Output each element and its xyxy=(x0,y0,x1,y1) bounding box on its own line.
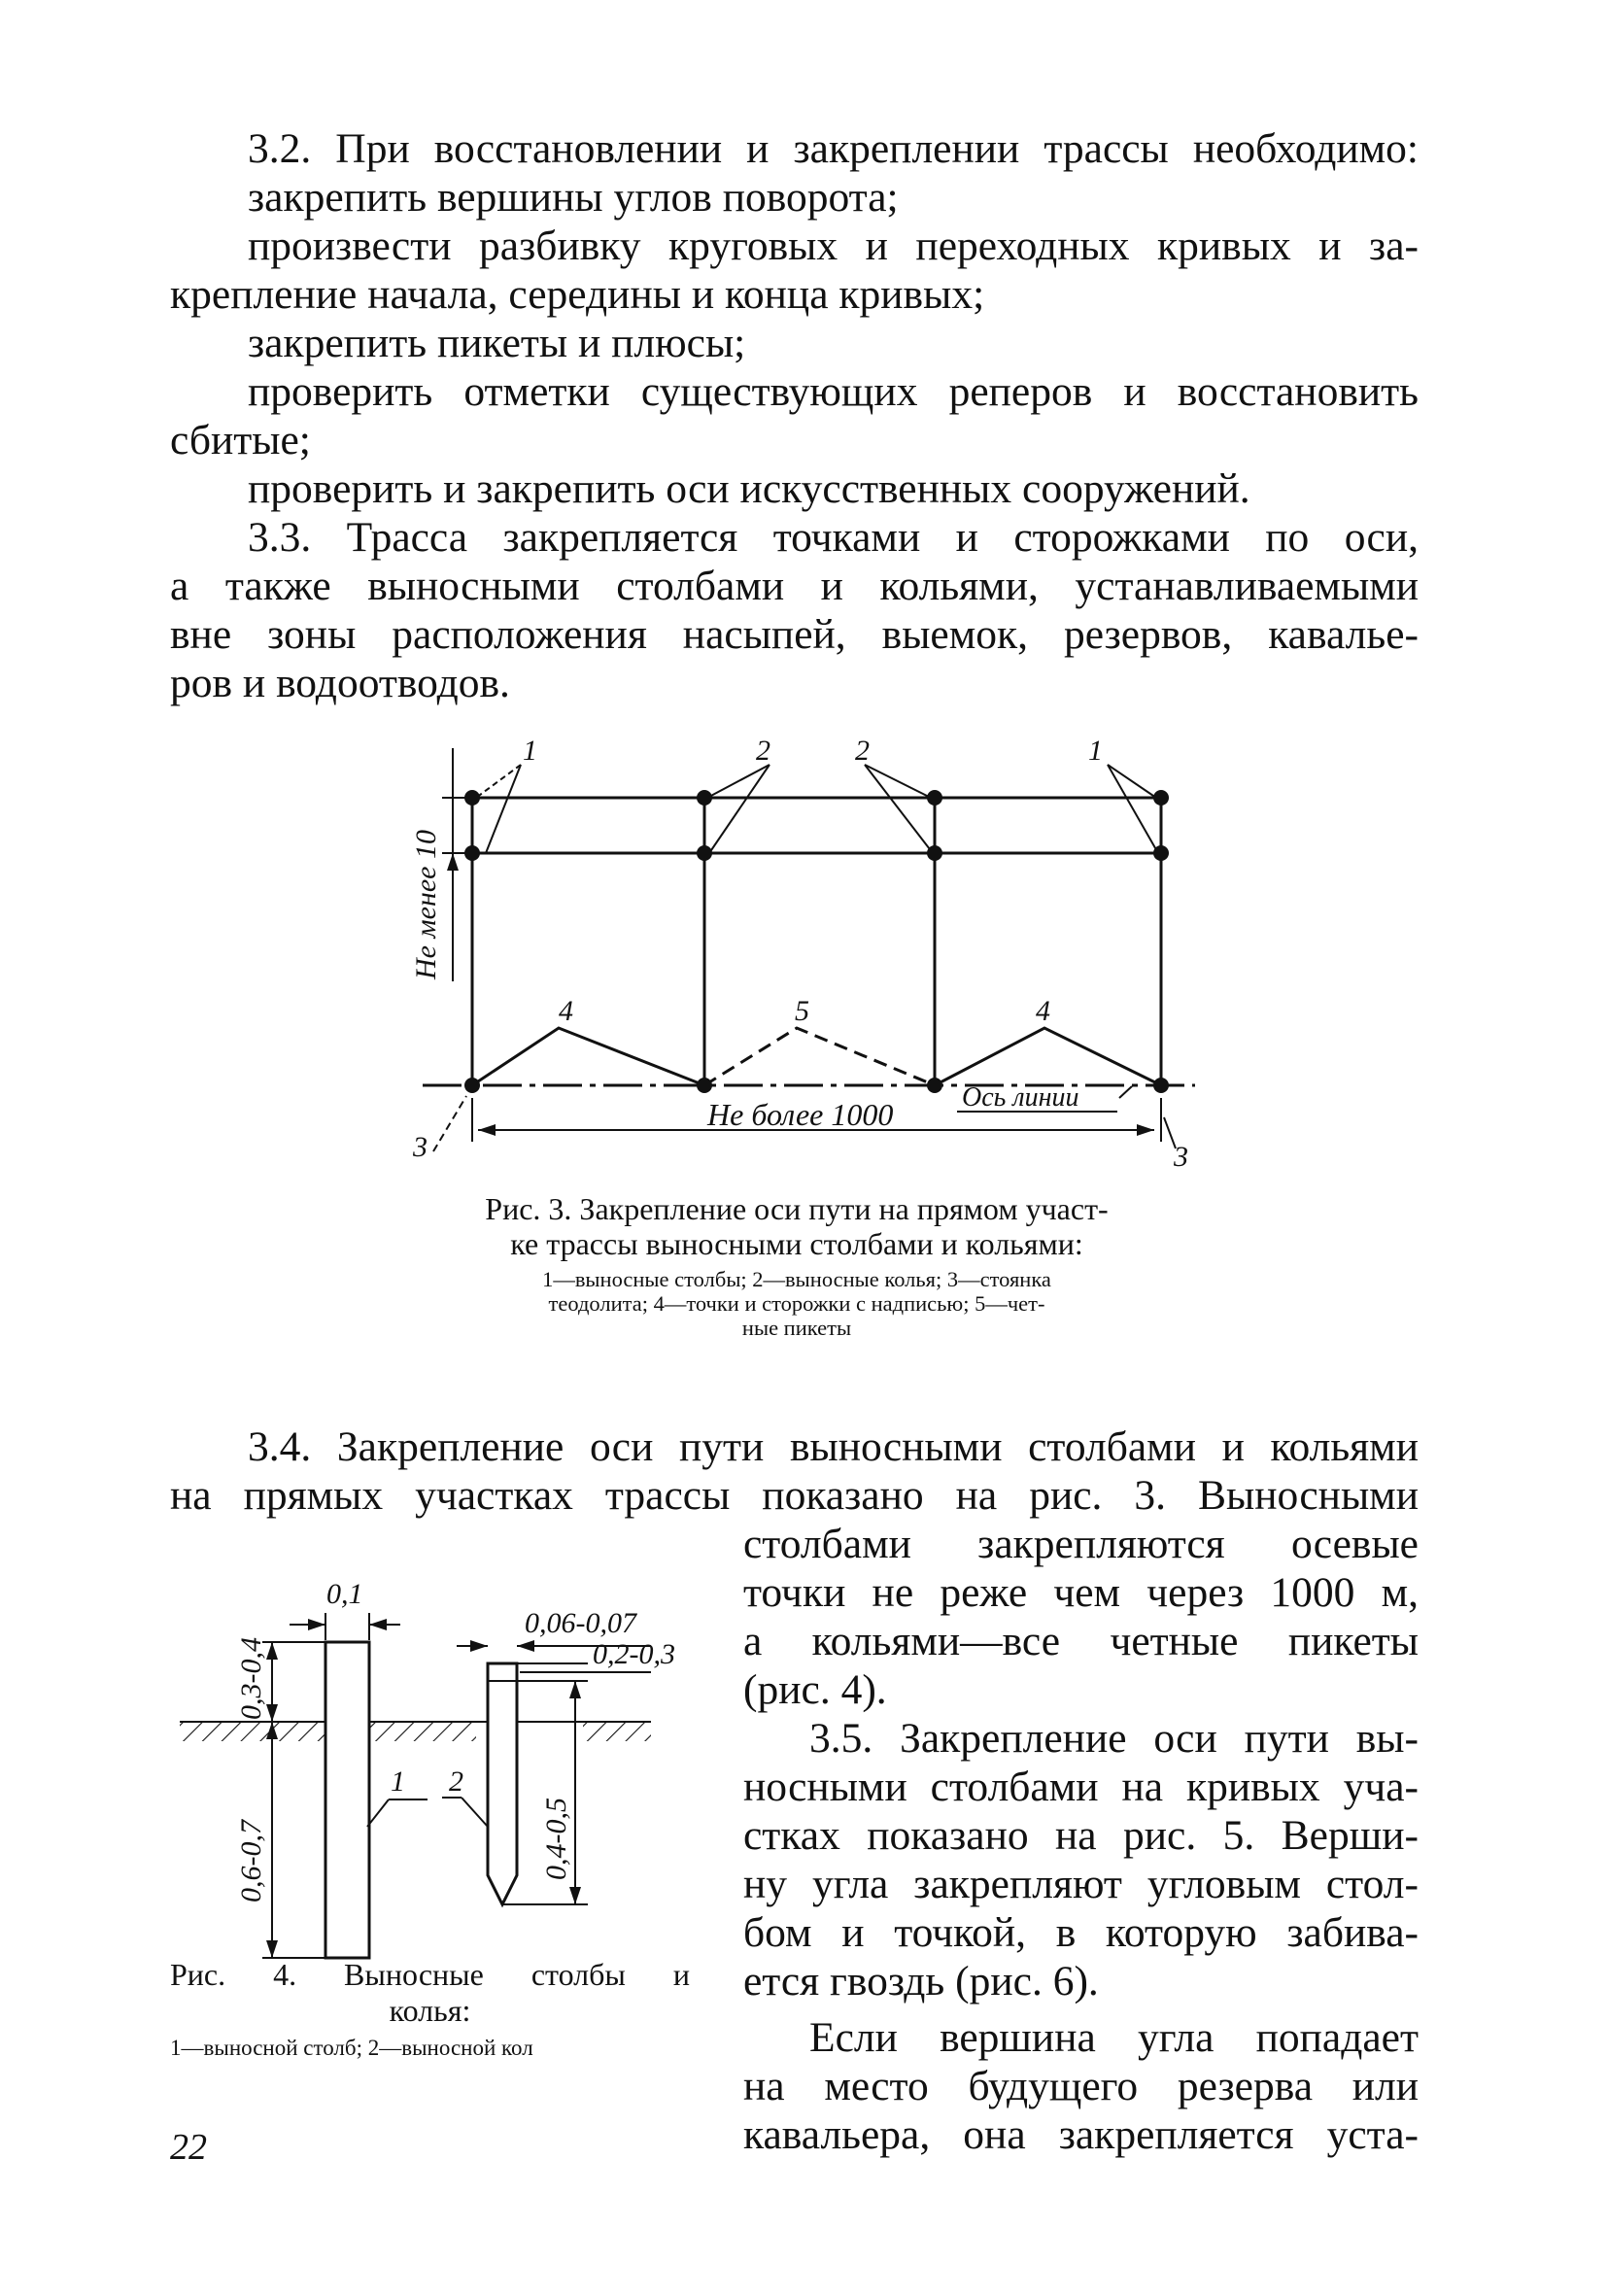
paragraph-line: а также выносными столбами и кольями, устанавливаемыми xyxy=(170,563,1419,609)
section-end xyxy=(743,2013,1419,2159)
callout-1-left: 1 xyxy=(523,735,537,767)
stake-below-label: 0,4-0,5 xyxy=(540,1798,572,1880)
figure-4-diagram xyxy=(165,1555,719,1972)
paragraph-line: столбами закрепляются осевые xyxy=(743,1521,1419,1567)
paragraph-line: бом и точкой, в которую забива- xyxy=(743,1909,1419,1956)
axis-line-label: Ось линии xyxy=(962,1082,1079,1113)
caption-line: ке трассы выносными столбами и кольями: xyxy=(510,1226,1083,1261)
list-item: произвести разбивку круговых и переходных кривых и за- xyxy=(248,223,1419,269)
section-3-4 xyxy=(170,1422,1419,1520)
paragraph-line: кавальера, она закрепляется уста- xyxy=(743,2111,1419,2158)
section-3-2-intro: 3.2. При восстановлении и закреплении трассы необходимо: xyxy=(248,125,1419,172)
callout-4-left: 4 xyxy=(559,995,573,1027)
paragraph-line: ров и водоотводов. xyxy=(170,660,510,706)
stake-width-label: 0,06-0,07 xyxy=(525,1607,636,1639)
stake-head-label: 0,2-0,3 xyxy=(593,1638,675,1670)
callout-2-left: 2 xyxy=(756,735,770,767)
post-above-label: 0,3-0,4 xyxy=(235,1637,267,1720)
list-item: закрепить вершины углов поворота; xyxy=(248,174,899,221)
list-item: закрепить пикеты и плюсы; xyxy=(248,320,746,366)
callout-2: 2 xyxy=(449,1765,463,1798)
callout-1-right: 1 xyxy=(1088,735,1103,767)
section-3-2 xyxy=(170,124,1419,513)
caption-line: теодолита; 4—точки и сторожки с надписью; 5—чет- xyxy=(548,1291,1045,1316)
caption-line: ные пикеты xyxy=(741,1316,852,1340)
section-3-3 xyxy=(170,513,1419,707)
callout-1: 1 xyxy=(391,1765,405,1798)
list-item: проверить отметки существующих реперов и восстановить xyxy=(248,368,1419,415)
caption-line: 1—выносные столбы; 2—выносные колья; 3—стоянка xyxy=(542,1267,1051,1291)
paragraph-line: на прямых участках трассы показано на рис. 3. Выносными xyxy=(170,1472,1419,1519)
paragraph-line: а кольями—все четные пикеты xyxy=(743,1618,1419,1664)
paragraph-line: точки не реже чем через 1000 м, xyxy=(743,1569,1419,1616)
paragraph-line: (рис. 4). xyxy=(743,1666,887,1713)
max-distance-label: Не более 1000 xyxy=(707,1097,894,1132)
section-3-4-right-column xyxy=(743,1520,1419,1714)
caption-line: Рис. 3. Закрепление оси пути на прямом участ- xyxy=(485,1191,1109,1226)
post-below-label: 0,6-0,7 xyxy=(235,1820,267,1902)
list-item-continuation: сбитые; xyxy=(170,417,311,463)
list-item-continuation: крепление начала, середины и конца кривых; xyxy=(170,271,985,318)
page-number: 22 xyxy=(170,2127,207,2168)
callout-4-right: 4 xyxy=(1036,995,1050,1027)
callout-2-right: 2 xyxy=(855,735,870,767)
paragraph-line: носными столбами на кривых уча- xyxy=(743,1764,1419,1810)
paragraph-line: ну угла закрепляют угловым стол- xyxy=(743,1861,1419,1907)
top-width-label: 0,1 xyxy=(326,1578,363,1610)
caption-line: колья: xyxy=(389,1993,471,2028)
callout-3-right: 3 xyxy=(1174,1141,1188,1173)
paragraph-line: 3.4. Закрепление оси пути выносными столбами и кольями xyxy=(248,1423,1419,1470)
min-distance-label: Не менее 10 xyxy=(410,830,442,979)
list-item: проверить и закрепить оси искусственных сооружений. xyxy=(248,465,1250,512)
figure-3-caption-title xyxy=(379,1191,1215,1261)
callout-3-left: 3 xyxy=(413,1131,428,1163)
callout-5: 5 xyxy=(795,995,809,1027)
figure-3-caption-legend xyxy=(379,1267,1215,1340)
paragraph-line: стках показано на рис. 5. Верши- xyxy=(743,1812,1419,1859)
paragraph-line: Если вершина угла попадает xyxy=(809,2014,1419,2061)
paragraph-line: вне зоны расположения насыпей, выемок, резервов, кавалье- xyxy=(170,611,1419,658)
section-3-5 xyxy=(743,1714,1419,2005)
figure-4-caption-legend: 1—выносной столб; 2—выносной кол xyxy=(170,2036,533,2060)
figure-4-caption-title xyxy=(170,1957,690,2029)
figure-3-diagram xyxy=(389,719,1224,1176)
paragraph-line: на место будущего резерва или xyxy=(743,2063,1419,2109)
paragraph-line: 3.3. Трасса закрепляется точками и сторожками по оси, xyxy=(248,514,1419,561)
caption-line: Рис. 4. Выносные столбы и xyxy=(170,1957,690,1992)
paragraph-line: 3.5. Закрепление оси пути вы- xyxy=(809,1715,1419,1762)
paragraph-line: ется гвоздь (рис. 6). xyxy=(743,1958,1099,2005)
